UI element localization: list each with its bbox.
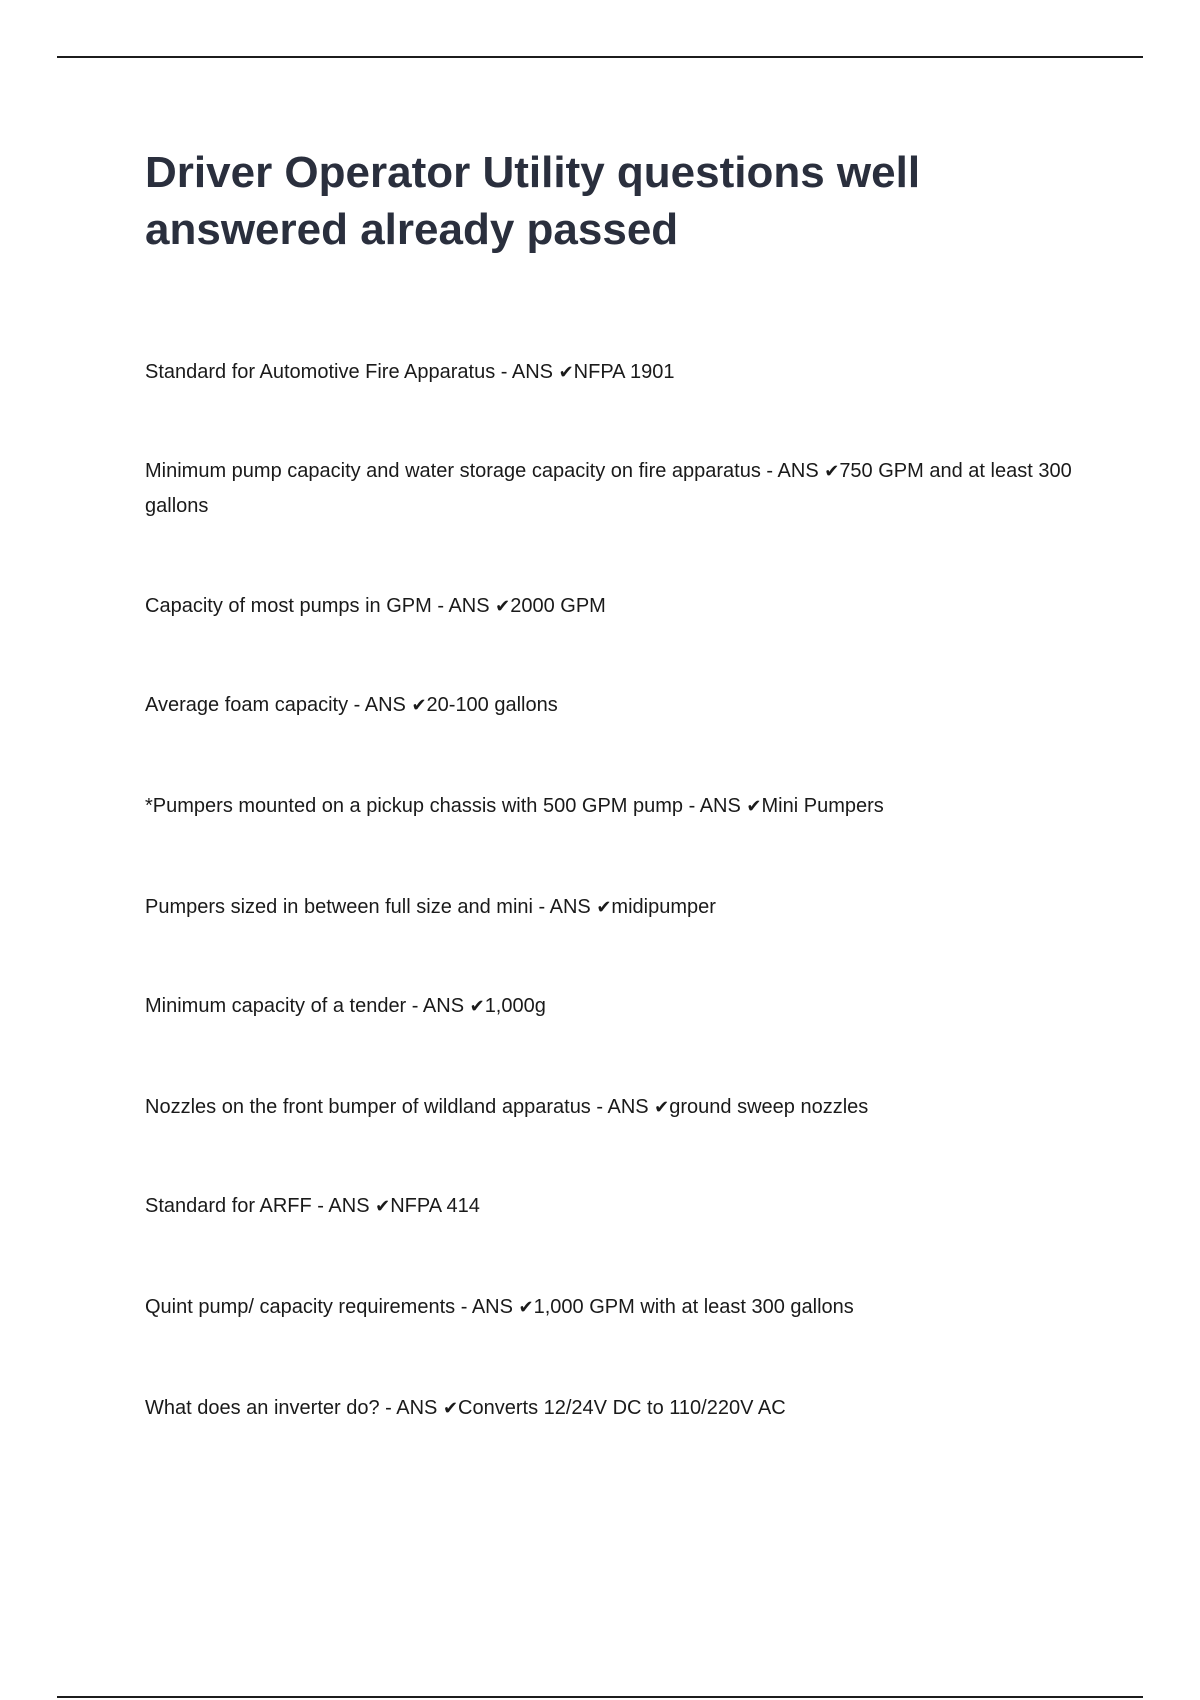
answer-marker: ANS	[699, 795, 741, 817]
question-text: Average foam capacity	[145, 694, 349, 716]
answer-text: 2000 GPM	[510, 595, 606, 617]
check-mark-icon: ✔	[469, 996, 485, 1017]
answer-text: 750 GPM and at least 300 gallons	[145, 460, 1072, 517]
answer-text: NFPA 1901	[573, 361, 675, 383]
qa-item: Average foam capacity - ANS ✔20-100 gallons	[145, 694, 558, 716]
question-text: Nozzles on the front bumper of wildland apparatus	[145, 1096, 591, 1118]
check-mark-icon: ✔	[746, 796, 762, 817]
answer-text: NFPA 414	[390, 1195, 480, 1217]
check-mark-icon: ✔	[558, 362, 574, 383]
answer-text: 1,000 GPM with at least 300 gallons	[533, 1296, 854, 1318]
check-mark-icon: ✔	[411, 695, 427, 716]
question-text: What does an inverter do?	[145, 1397, 380, 1419]
qa-item: Pumpers sized in between full size and mini - ANS ✔midipumper	[145, 896, 716, 918]
question-text: Standard for ARFF	[145, 1195, 312, 1217]
top-rule	[57, 56, 1143, 58]
question-text: Minimum pump capacity and water storage capacity on fire apparatus	[145, 460, 761, 482]
answer-marker: ANS	[364, 694, 406, 716]
qa-item: Nozzles on the front bumper of wildland apparatus - ANS ✔ground sweep nozzles	[145, 1096, 869, 1118]
answer-marker: ANS	[471, 1296, 513, 1318]
question-text: Minimum capacity of a tender	[145, 995, 407, 1017]
question-text: Pumpers sized in between full size and mini	[145, 896, 533, 918]
answer-marker: ANS	[328, 1195, 370, 1217]
answer-marker: ANS	[777, 460, 819, 482]
answer-text: midipumper	[611, 896, 716, 918]
question-text: Capacity of most pumps in GPM	[145, 595, 432, 617]
check-mark-icon: ✔	[654, 1097, 670, 1118]
check-mark-icon: ✔	[596, 897, 612, 918]
question-text: *Pumpers mounted on a pickup chassis with 500 GPM pump	[145, 795, 684, 817]
answer-marker: ANS	[422, 995, 465, 1017]
qa-item: Quint pump/ capacity requirements - ANS ✔1,000 GPM with at least 300 gallons	[145, 1296, 854, 1318]
check-mark-icon: ✔	[824, 461, 840, 482]
document-title: Driver Operator Utility questions well answered already passed	[145, 148, 921, 254]
answer-text: ground sweep nozzles	[669, 1096, 869, 1118]
answer-text: 20-100 gallons	[426, 694, 558, 716]
bottom-rule	[57, 1696, 1143, 1698]
answer-text: Mini Pumpers	[761, 795, 884, 817]
check-mark-icon: ✔	[495, 596, 511, 617]
answer-text: 1,000g	[484, 995, 546, 1017]
qa-item: Minimum capacity of a tender - ANS ✔1,000g	[145, 995, 546, 1017]
answer-marker: ANS	[607, 1096, 649, 1118]
answer-marker: ANS	[448, 595, 490, 617]
answer-text: Converts 12/24V DC to 110/220V AC	[458, 1397, 786, 1419]
qa-item: Capacity of most pumps in GPM - ANS ✔2000 GPM	[145, 595, 606, 617]
qa-item: What does an inverter do? - ANS ✔Converts 12/24V DC to 110/220V AC	[145, 1397, 786, 1419]
check-mark-icon: ✔	[375, 1196, 391, 1217]
check-mark-icon: ✔	[442, 1398, 459, 1419]
qa-item: Standard for Automotive Fire Apparatus - ANS ✔NFPA 1901	[145, 361, 675, 383]
qa-item: Standard for ARFF - ANS ✔NFPA 414	[145, 1195, 480, 1217]
question-text: Quint pump/ capacity requirements	[145, 1296, 456, 1318]
answer-marker: ANS	[511, 361, 553, 383]
qa-item: Minimum pump capacity and water storage capacity on fire apparatus - ANS ✔750 GPM and at least 300 gallons	[145, 460, 1072, 517]
answer-marker: ANS	[396, 1397, 438, 1419]
question-text: Standard for Automotive Fire Apparatus	[145, 361, 496, 383]
check-mark-icon: ✔	[518, 1297, 534, 1318]
answer-marker: ANS	[549, 896, 591, 918]
qa-item: *Pumpers mounted on a pickup chassis with 500 GPM pump - ANS ✔Mini Pumpers	[145, 795, 884, 817]
